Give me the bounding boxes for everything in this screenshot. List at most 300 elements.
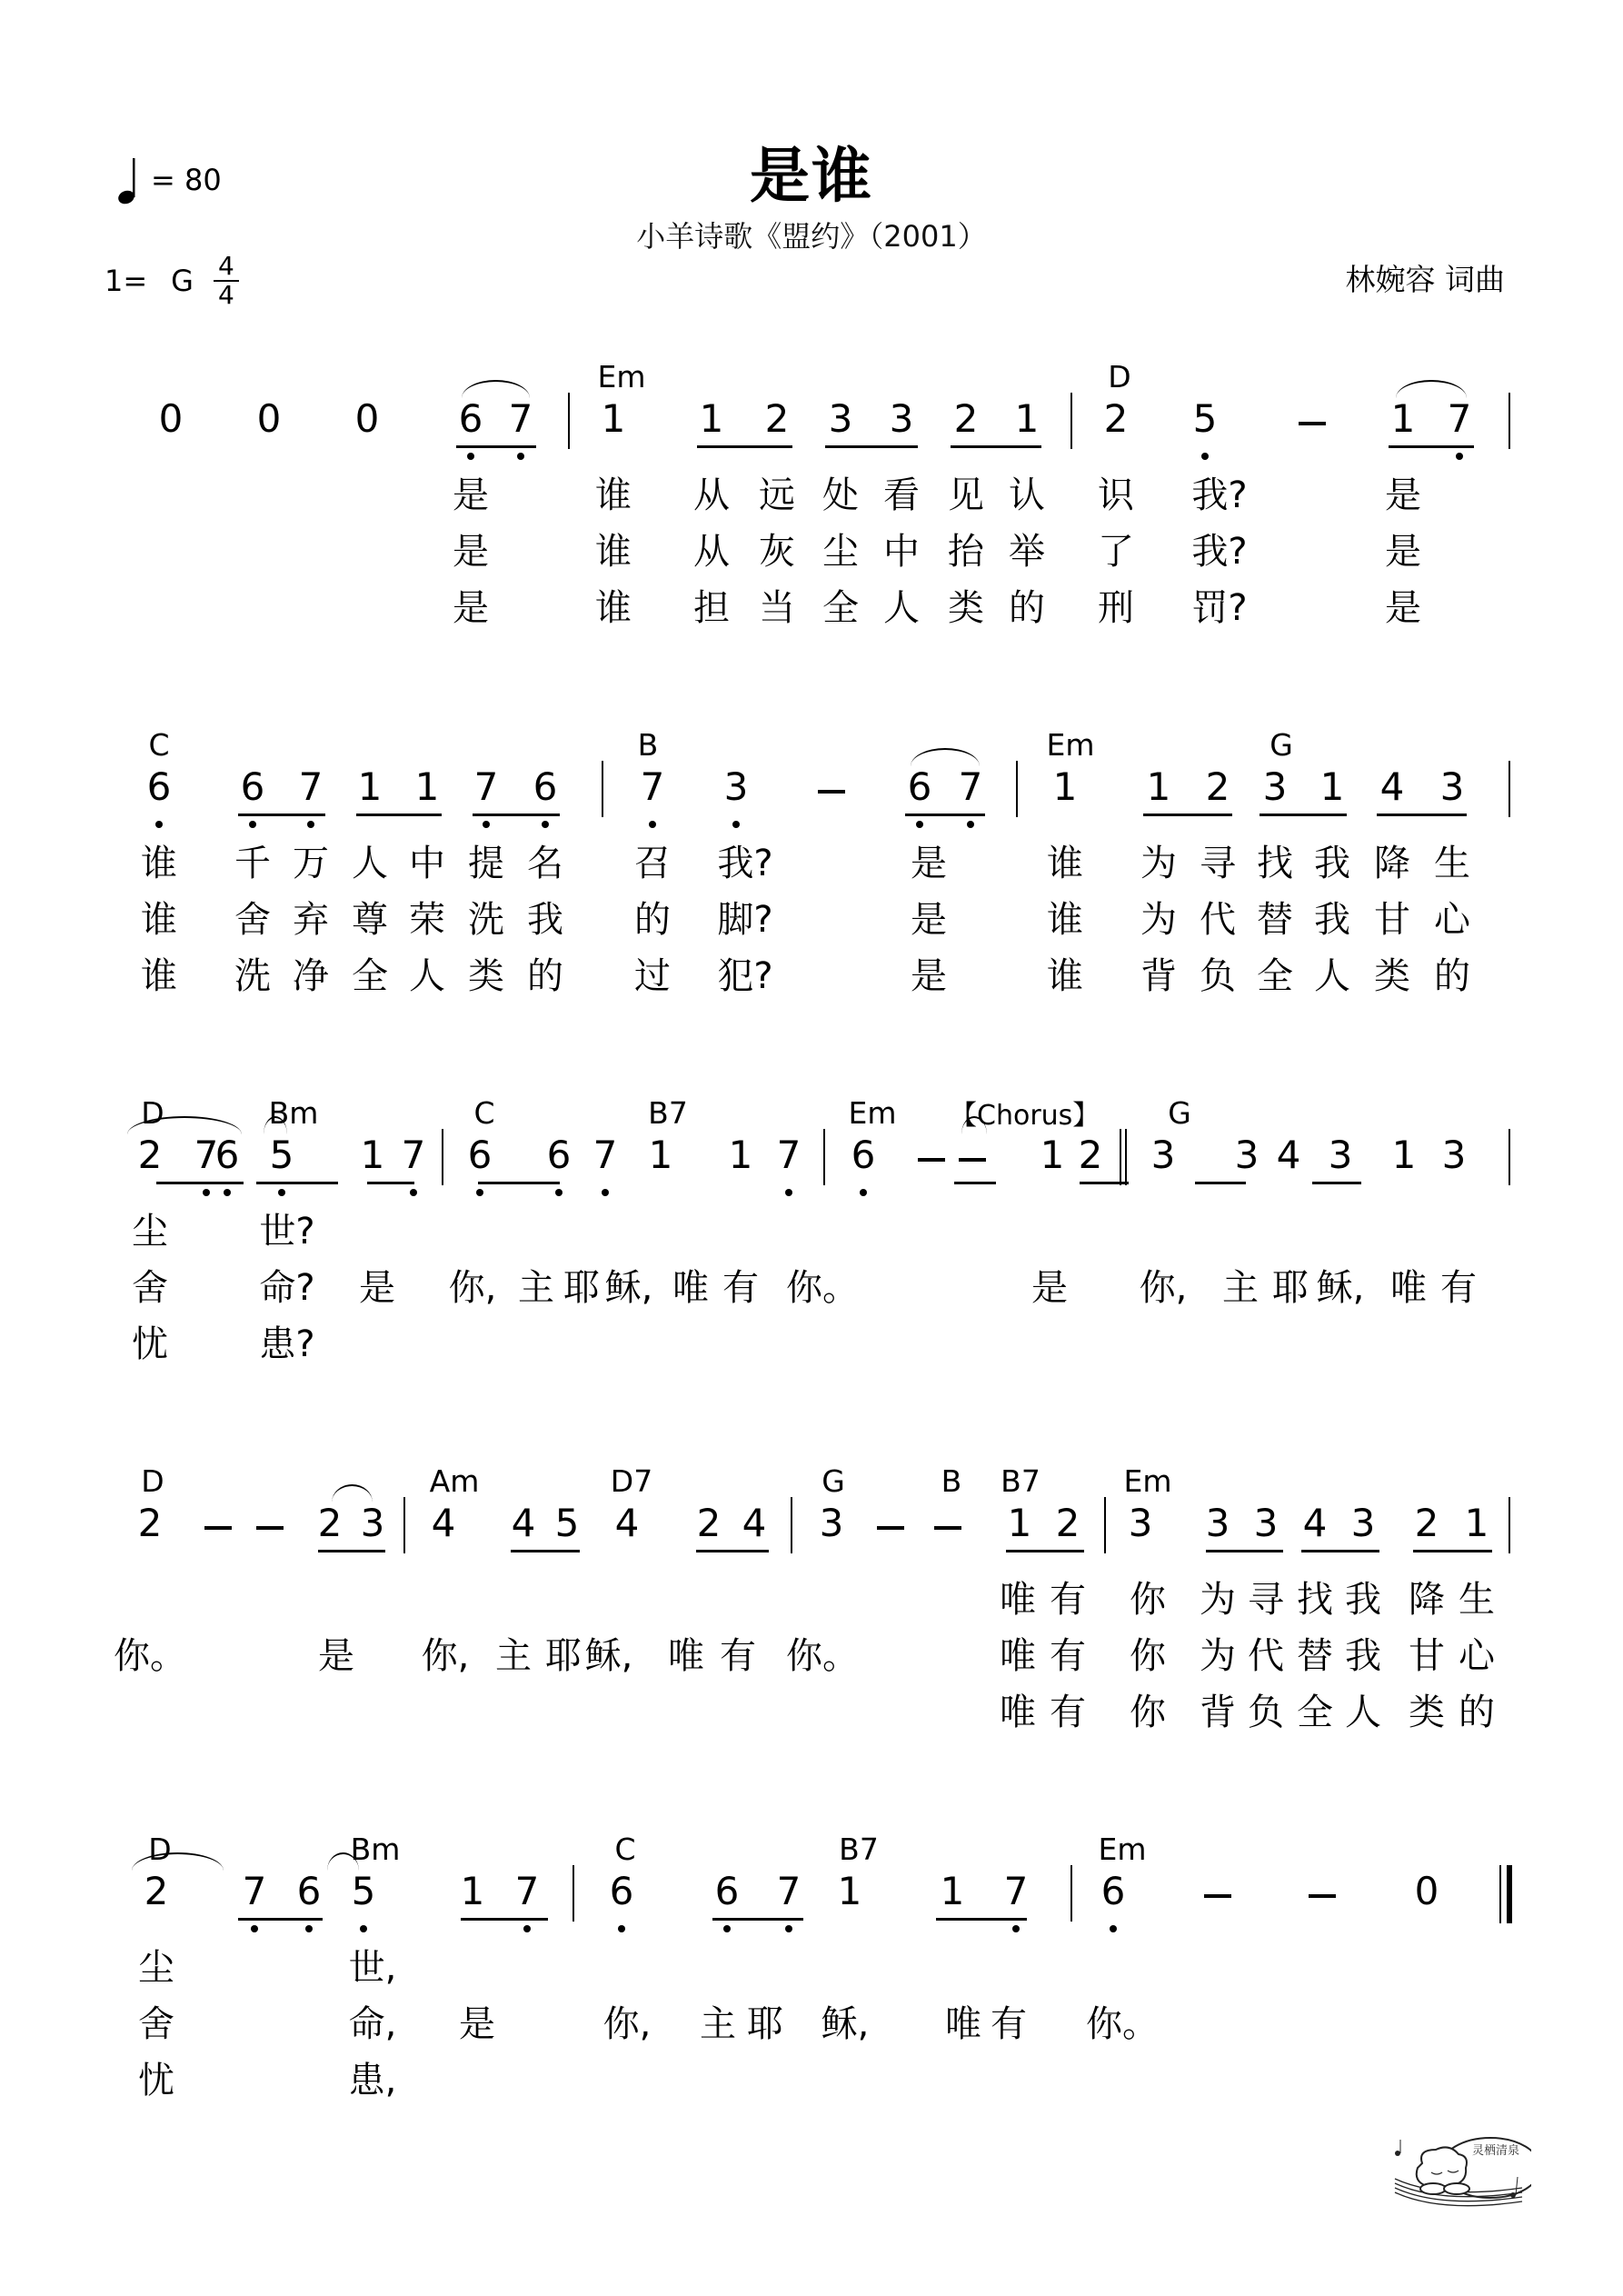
chord-symbol: G — [1168, 1095, 1191, 1131]
lyric-syllable: 负 — [1200, 955, 1236, 997]
lyric-syllable: 是 — [911, 843, 947, 884]
jianpu-note: 4 — [1379, 764, 1405, 809]
sustain-dash — [204, 1526, 232, 1530]
chord-symbol: Em — [1123, 1463, 1172, 1499]
chorus-marker: 【Chorus】 — [950, 1100, 1100, 1132]
jianpu-note: 3 — [360, 1501, 385, 1545]
lyric-syllable: 当 — [759, 587, 795, 629]
jianpu-note: 3 — [1253, 1501, 1279, 1545]
eighth-beam — [1377, 814, 1467, 816]
lyric-syllable: 世? — [259, 1211, 315, 1253]
lyric-syllable: 寻 — [1248, 1579, 1284, 1621]
jianpu-note: 3 — [819, 1501, 844, 1545]
jianpu-note: 0 — [256, 396, 282, 441]
lyric-syllable: 我? — [1191, 531, 1248, 573]
sustain-dash — [959, 1158, 986, 1162]
lyric-syllable: 人 — [1345, 1692, 1381, 1733]
lower-octave-dot — [305, 1925, 313, 1932]
chord-symbol: D — [141, 1463, 164, 1499]
lyric-syllable: 命? — [259, 1267, 315, 1309]
jianpu-note: 1 — [699, 396, 724, 441]
lyric-syllable: 千 — [234, 843, 271, 884]
jianpu-note: 6 — [146, 764, 172, 809]
lyric-syllable: 耶 — [1272, 1267, 1309, 1309]
eighth-beam — [905, 814, 985, 816]
lyric-syllable: 主 — [700, 2003, 736, 2045]
eighth-beam — [825, 445, 918, 448]
barline — [1104, 1497, 1106, 1553]
barline — [1070, 1865, 1072, 1922]
jianpu-note: 4 — [431, 1501, 456, 1545]
jianpu-note: 2 — [137, 1133, 163, 1177]
lyric-syllable: 净 — [293, 955, 329, 997]
jianpu-note: 7 — [194, 1133, 219, 1177]
eighth-beam — [1301, 1550, 1379, 1552]
eighth-beam — [473, 814, 560, 816]
jianpu-note: 3 — [723, 764, 749, 809]
jianpu-note: 4 — [742, 1501, 767, 1545]
lyric-syllable: 是 — [1031, 1267, 1068, 1309]
sustain-dash — [256, 1526, 284, 1530]
chord-symbol: C — [148, 727, 170, 763]
barline — [1508, 393, 1510, 449]
lyric-syllable: 谁 — [141, 899, 177, 941]
jianpu-note: 6 — [240, 764, 265, 809]
jianpu-note: 1 — [1319, 764, 1345, 809]
chord-symbol: D — [141, 1095, 164, 1131]
time-signature — [214, 251, 239, 310]
lyric-syllable: 抬 — [948, 531, 984, 573]
lyric-syllable: 你。 — [1086, 2003, 1159, 2045]
lower-octave-dot — [602, 1189, 609, 1196]
jianpu-note: 7 — [242, 1869, 267, 1913]
lower-octave-dot — [723, 1925, 731, 1932]
lyric-syllable: 了 — [1098, 531, 1134, 573]
lyric-syllable: 唯 — [672, 1267, 709, 1309]
lyric-syllable: 人 — [352, 843, 388, 884]
lower-octave-dot — [1110, 1925, 1117, 1932]
barline — [1508, 761, 1510, 817]
jianpu-note: 3 — [1150, 1133, 1176, 1177]
lyric-syllable: 我? — [717, 843, 773, 884]
jianpu-note: 5 — [554, 1501, 580, 1545]
jianpu-note: 2 — [1103, 396, 1129, 441]
lyric-syllable: 患, — [348, 2060, 397, 2101]
eighth-beam — [511, 1550, 580, 1552]
eighth-beam — [1312, 1182, 1361, 1184]
eighth-beam — [456, 445, 536, 448]
chord-symbol: Em — [1098, 1832, 1147, 1867]
lyric-syllable: 见 — [948, 474, 984, 516]
lyric-syllable: 生 — [1459, 1579, 1495, 1621]
lyric-syllable: 唯 — [1000, 1579, 1036, 1621]
eighth-beam — [936, 1918, 1027, 1921]
jianpu-note: 1 — [1040, 1133, 1065, 1177]
barline — [1070, 393, 1072, 449]
jianpu-note: 7 — [508, 396, 533, 441]
eighth-beam — [238, 814, 325, 816]
jianpu-note: 7 — [640, 764, 665, 809]
jianpu-note: 2 — [953, 396, 979, 441]
lower-octave-dot — [307, 821, 314, 828]
jianpu-note: 6 — [296, 1869, 322, 1913]
lower-octave-dot — [555, 1189, 563, 1196]
jianpu-note: 6 — [1100, 1869, 1126, 1913]
jianpu-note: 6 — [851, 1133, 876, 1177]
lyric-syllable: 有 — [1050, 1635, 1086, 1677]
chord-symbol: Em — [848, 1095, 897, 1131]
song-title: 是谁 — [750, 141, 873, 211]
lyric-syllable: 从 — [693, 531, 730, 573]
jianpu-note: 7 — [298, 764, 324, 809]
jianpu-note: 0 — [1414, 1869, 1439, 1913]
jianpu-note: 6 — [907, 764, 932, 809]
jianpu-note: 0 — [158, 396, 184, 441]
eighth-beam — [1006, 1550, 1084, 1552]
jianpu-note: 2 — [1414, 1501, 1439, 1545]
sustain-dash — [1309, 1894, 1336, 1898]
jianpu-note: 6 — [546, 1133, 572, 1177]
lower-octave-dot — [278, 1189, 285, 1196]
time-bottom: 4 — [218, 280, 234, 310]
chord-symbol: Bm — [350, 1832, 401, 1867]
lyric-syllable: 类 — [1374, 955, 1410, 997]
jianpu-note: 1 — [1014, 396, 1040, 441]
lower-octave-dot — [360, 1925, 367, 1932]
lyric-syllable: 谁 — [141, 843, 177, 884]
lyric-syllable: 甘 — [1374, 899, 1410, 941]
lyric-syllable: 我 — [1314, 899, 1350, 941]
lyric-syllable: 唯 — [945, 2003, 981, 2045]
jianpu-note: 1 — [1052, 764, 1078, 809]
jianpu-note: 7 — [1447, 396, 1472, 441]
jianpu-note: 7 — [776, 1133, 802, 1177]
lyric-syllable: 刑 — [1098, 587, 1134, 629]
tempo-value: = 80 — [151, 163, 222, 197]
lyric-syllable: 主 — [518, 1267, 554, 1309]
lyric-syllable: 弃 — [293, 899, 329, 941]
lyric-syllable: 有 — [1440, 1267, 1477, 1309]
chord-symbol: Am — [429, 1463, 480, 1499]
jianpu-note: 1 — [1464, 1501, 1489, 1545]
lyric-syllable: 全 — [822, 587, 859, 629]
lyric-syllable: 你。 — [786, 1267, 859, 1309]
lyric-syllable: 稣, — [604, 1267, 653, 1309]
lower-octave-dot — [1012, 1925, 1020, 1932]
lyric-syllable: 过 — [634, 955, 671, 997]
logo — [1386, 2127, 1531, 2209]
jianpu-note: 6 — [533, 764, 558, 809]
eighth-beam — [1260, 814, 1347, 816]
svg-text:灵栖清泉: 灵栖清泉 — [1472, 2144, 1520, 2158]
jianpu-note: 3 — [1439, 764, 1465, 809]
sustain-dash — [818, 790, 845, 794]
eighth-beam — [256, 1182, 338, 1184]
lower-octave-dot — [251, 1925, 258, 1932]
jianpu-note: 3 — [1328, 1133, 1353, 1177]
lyric-syllable: 你。 — [114, 1635, 186, 1677]
eighth-beam — [1413, 1550, 1492, 1552]
barline — [403, 1497, 405, 1553]
key-signature — [105, 251, 239, 310]
chord-symbol: G — [1270, 727, 1293, 763]
lyric-syllable: 降 — [1409, 1579, 1445, 1621]
jianpu-note: 3 — [1205, 1501, 1230, 1545]
slur-arc — [132, 1852, 224, 1871]
sustain-dash — [918, 1158, 945, 1162]
jianpu-note: 2 — [1055, 1501, 1080, 1545]
lyric-syllable: 是 — [1385, 474, 1421, 516]
chord-symbol: B7 — [839, 1832, 879, 1867]
chord-symbol: Em — [597, 359, 646, 394]
jianpu-note: 4 — [614, 1501, 640, 1545]
lyric-syllable: 为 — [1200, 1635, 1236, 1677]
lower-octave-dot — [618, 1925, 625, 1932]
lyric-syllable: 唯 — [1000, 1692, 1036, 1733]
jianpu-note: 7 — [958, 764, 983, 809]
jianpu-note: 1 — [414, 764, 440, 809]
lyric-syllable: 尊 — [352, 899, 388, 941]
chord-symbol: C — [473, 1095, 495, 1131]
chord-symbol: Em — [1046, 727, 1095, 763]
lyric-syllable: 犯? — [717, 955, 773, 997]
jianpu-note: 7 — [776, 1869, 802, 1913]
lyric-syllable: 中 — [409, 843, 445, 884]
jianpu-note: 2 — [696, 1501, 722, 1545]
jianpu-note: 2 — [144, 1869, 169, 1913]
eighth-beam — [1206, 1550, 1283, 1552]
lyric-syllable: 的 — [634, 899, 671, 941]
jianpu-note: 3 — [889, 396, 914, 441]
jianpu-note: 3 — [1128, 1501, 1153, 1545]
sustain-dash — [934, 1526, 961, 1530]
lower-octave-dot — [476, 1189, 483, 1196]
chord-symbol: D — [148, 1832, 172, 1867]
jianpu-note: 3 — [1262, 764, 1288, 809]
lyric-syllable: 舍 — [138, 2003, 174, 2045]
chord-symbol: Bm — [268, 1095, 319, 1131]
lower-octave-dot — [483, 821, 490, 828]
lower-octave-dot — [517, 453, 524, 460]
lyric-syllable: 为 — [1140, 899, 1177, 941]
lyric-syllable: 谁 — [141, 955, 177, 997]
lyric-syllable: 稣, — [821, 2003, 870, 2045]
lyric-syllable: 唯 — [668, 1635, 704, 1677]
lower-octave-dot — [916, 821, 923, 828]
sustain-dash — [877, 1526, 904, 1530]
lower-octave-dot — [649, 821, 656, 828]
jianpu-note: 7 — [514, 1869, 540, 1913]
lyric-syllable: 远 — [759, 474, 795, 516]
lyric-syllable: 有 — [1050, 1692, 1086, 1733]
jianpu-note: 4 — [1302, 1501, 1328, 1545]
barline — [602, 761, 603, 817]
jianpu-note: 6 — [214, 1133, 240, 1177]
barline — [1508, 1497, 1510, 1553]
jianpu-note: 1 — [648, 1133, 673, 1177]
lyric-syllable: 担 — [693, 587, 730, 629]
lyric-syllable: 的 — [1009, 587, 1045, 629]
lyric-syllable: 类 — [1409, 1692, 1445, 1733]
jianpu-note: 1 — [940, 1869, 965, 1913]
lyric-syllable: 舍 — [234, 899, 271, 941]
lyric-syllable: 是 — [911, 955, 947, 997]
lyric-syllable: 是 — [453, 587, 489, 629]
lyric-syllable: 是 — [453, 531, 489, 573]
lyric-syllable: 命, — [348, 2003, 397, 2045]
lyric-syllable: 识 — [1098, 474, 1134, 516]
jianpu-note: 3 — [828, 396, 853, 441]
lyric-syllable: 主 — [1222, 1267, 1259, 1309]
lyric-syllable: 认 — [1009, 474, 1045, 516]
sleeping-lamb-logo-icon — [1386, 2127, 1531, 2209]
lyric-syllable: 代 — [1200, 899, 1236, 941]
chord-symbol: G — [821, 1463, 845, 1499]
jianpu-note: 2 — [137, 1501, 163, 1545]
lyric-syllable: 人 — [883, 587, 920, 629]
barline — [1508, 1129, 1510, 1185]
lyric-syllable: 你, — [448, 1267, 497, 1309]
lyric-syllable: 谁 — [1047, 899, 1083, 941]
author-credit: 林婉容 词曲 — [1345, 262, 1505, 297]
jianpu-note: 1 — [1146, 764, 1171, 809]
slur-arc — [911, 748, 980, 766]
jianpu-note: 6 — [467, 1133, 493, 1177]
lyric-syllable: 中 — [883, 531, 920, 573]
lyric-syllable: 寻 — [1200, 843, 1236, 884]
lyric-syllable: 谁 — [1047, 843, 1083, 884]
lyric-syllable: 洗 — [468, 899, 504, 941]
lyric-syllable: 耶 — [747, 2003, 783, 2045]
lower-octave-dot — [1201, 453, 1209, 460]
lyric-syllable: 谁 — [595, 531, 632, 573]
lower-octave-dot — [224, 1189, 231, 1196]
jianpu-note: 4 — [511, 1501, 536, 1545]
lyric-syllable: 有 — [720, 1635, 756, 1677]
final-barline — [1499, 1865, 1512, 1923]
jianpu-note: 1 — [1007, 1501, 1032, 1545]
jianpu-note: 1 — [728, 1133, 753, 1177]
jianpu-note: 4 — [1276, 1133, 1301, 1177]
lower-octave-dot — [542, 821, 549, 828]
lyric-syllable: 替 — [1257, 899, 1293, 941]
lyric-syllable: 从 — [693, 474, 730, 516]
lyric-syllable: 有 — [1050, 1579, 1086, 1621]
lyric-syllable: 罚? — [1191, 587, 1248, 629]
lower-octave-dot — [785, 1189, 792, 1196]
lyric-syllable: 生 — [1434, 843, 1470, 884]
lyric-syllable: 负 — [1248, 1692, 1284, 1733]
jianpu-note: 1 — [1391, 1133, 1417, 1177]
lyric-syllable: 是 — [318, 1635, 354, 1677]
lyric-syllable: 人 — [409, 955, 445, 997]
lyric-syllable: 提 — [468, 843, 504, 884]
jianpu-note: 6 — [714, 1869, 740, 1913]
lyric-syllable: 你, — [602, 2003, 652, 2045]
lyric-syllable: 主 — [495, 1635, 532, 1677]
lyric-syllable: 人 — [1314, 955, 1350, 997]
lyric-syllable: 是 — [1385, 587, 1421, 629]
lyric-syllable: 是 — [1385, 531, 1421, 573]
barline — [442, 1129, 443, 1185]
eighth-beam — [318, 1550, 385, 1552]
lyric-syllable: 背 — [1200, 1692, 1236, 1733]
lyric-syllable: 我 — [1345, 1635, 1381, 1677]
lyric-syllable: 忧 — [138, 2060, 174, 2101]
chord-symbol: B — [941, 1463, 962, 1499]
lyric-syllable: 的 — [527, 955, 563, 997]
chord-symbol: B — [637, 727, 659, 763]
lyric-syllable: 全 — [352, 955, 388, 997]
lyric-syllable: 举 — [1009, 531, 1045, 573]
lyric-syllable: 你 — [1130, 1579, 1166, 1621]
lyric-syllable: 我 — [1314, 843, 1350, 884]
lyric-syllable: 心 — [1434, 899, 1470, 941]
barline — [573, 1865, 574, 1922]
song-subtitle: 小羊诗歌《盟约》（2001） — [636, 219, 987, 254]
lower-octave-dot — [732, 821, 740, 828]
eighth-beam — [951, 445, 1041, 448]
jianpu-note: 2 — [764, 396, 790, 441]
lyric-syllable: 类 — [948, 587, 984, 629]
lyric-syllable: 为 — [1200, 1579, 1236, 1621]
eighth-beam — [356, 814, 442, 816]
key-note: G — [171, 264, 194, 298]
jianpu-note: 2 — [1205, 764, 1230, 809]
eighth-beam — [367, 1182, 414, 1184]
lyric-syllable: 的 — [1459, 1692, 1495, 1733]
jianpu-note: 1 — [1390, 396, 1416, 441]
jianpu-note: 2 — [317, 1501, 343, 1545]
time-top: 4 — [218, 251, 234, 281]
lyric-syllable: 类 — [468, 955, 504, 997]
jianpu-note: 7 — [473, 764, 499, 809]
jianpu-note: 3 — [1350, 1501, 1376, 1545]
lyric-syllable: 你 — [1130, 1635, 1166, 1677]
eighth-beam — [478, 1182, 560, 1184]
lyric-syllable: 唯 — [1000, 1635, 1036, 1677]
jianpu-note: 3 — [1234, 1133, 1260, 1177]
lyric-syllable: 全 — [1257, 955, 1293, 997]
jianpu-note: 2 — [1078, 1133, 1103, 1177]
lyric-syllable: 的 — [1434, 955, 1470, 997]
lower-octave-dot — [249, 821, 256, 828]
lyric-syllable: 有 — [991, 2003, 1027, 2045]
lyric-syllable: 谁 — [595, 474, 632, 516]
lyric-syllable: 你, — [421, 1635, 470, 1677]
chord-symbol: B7 — [648, 1095, 688, 1131]
lyric-syllable: 尘 — [822, 531, 859, 573]
lyric-syllable: 你 — [1130, 1692, 1166, 1733]
lyric-syllable: 代 — [1248, 1635, 1284, 1677]
lyric-syllable: 为 — [1140, 843, 1177, 884]
sustain-dash — [1204, 1894, 1231, 1898]
lower-octave-dot — [785, 1925, 792, 1932]
lyric-syllable: 甘 — [1409, 1635, 1445, 1677]
eighth-beam — [461, 1918, 548, 1921]
eighth-beam — [1389, 445, 1474, 448]
jianpu-note: 3 — [1441, 1133, 1467, 1177]
chord-symbol: B7 — [1001, 1463, 1041, 1499]
lyric-syllable: 舍 — [132, 1267, 168, 1309]
lower-octave-dot — [467, 453, 474, 460]
lyric-syllable: 找 — [1297, 1579, 1333, 1621]
lyric-syllable: 脚? — [717, 899, 773, 941]
barline — [823, 1129, 825, 1185]
jianpu-note: 5 — [269, 1133, 294, 1177]
lyric-syllable: 灰 — [759, 531, 795, 573]
chord-symbol: D7 — [610, 1463, 653, 1499]
